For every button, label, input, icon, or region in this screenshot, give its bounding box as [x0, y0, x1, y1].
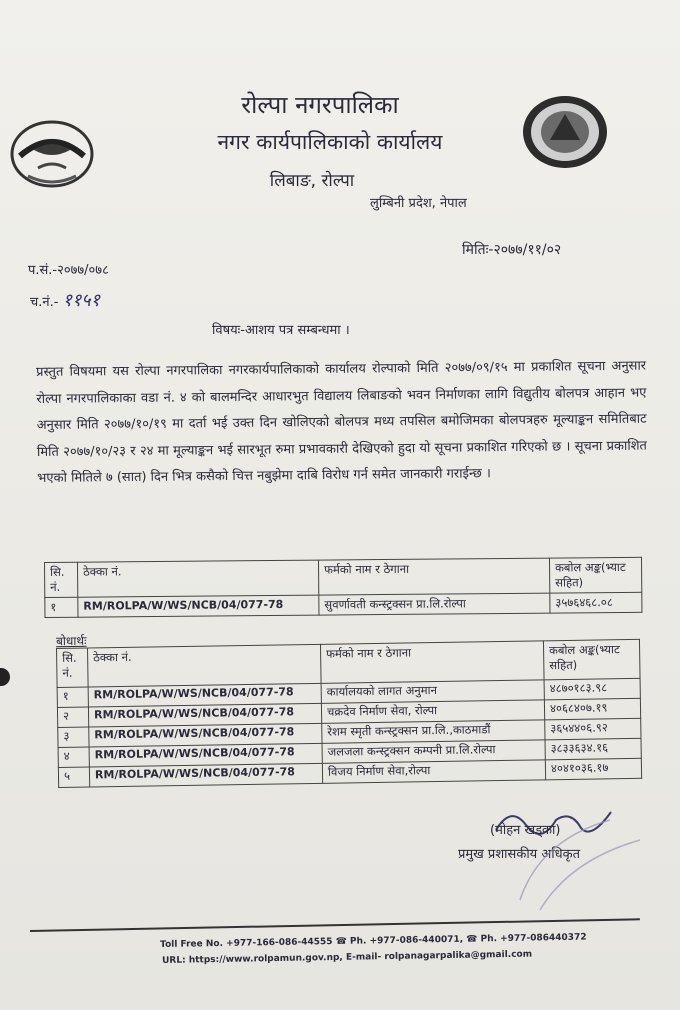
- province-name: लुम्बिनी प्रदेश, नेपाल: [370, 196, 467, 211]
- office-location: लिबाङ, रोल्पा: [269, 171, 355, 191]
- amount-cell: ४०४१०३६.१७: [545, 758, 641, 780]
- bid-evaluation-table: [56, 639, 642, 788]
- firm-cell: कार्यालयको लागत अनुमान: [321, 680, 544, 704]
- letter-ps-number: प.सं.-२०७७/०७८: [28, 263, 109, 278]
- serial-cell: १: [57, 687, 88, 707]
- firm-cell: विजय निर्माण सेवा,रोल्पा: [322, 760, 545, 784]
- letter-date: मितिः-२०७७/११/०२: [462, 242, 562, 258]
- contract-cell: RM/ROLPA/W/WS/NCB/04/077-78: [89, 723, 322, 747]
- firm-cell: जलजला कन्स्ट्रक्सन कम्पनी प्रा.लि.रोल्पा: [322, 740, 545, 764]
- table-header-row: [45, 557, 642, 597]
- firm-cell: सुवर्णावती कन्स्ट्रक्सन प्रा.लि.रोल्पा: [319, 593, 550, 615]
- column-header: सि. नं.: [57, 648, 89, 687]
- column-header: कबोल अङ्क(भ्याट सहित): [543, 639, 640, 680]
- letter-body: प्रस्तुत विषयमा यस रोल्पा नगरपालिका नगरकार्यपालिकाको कार्यालय रोल्पाको मिति २०७७/०९/१५ मा प्रकाशित सूचना अनुसार रोल्पा नगरपालिकाका वडा नं. ४ को बालमन्दिर आधारभुत विद्यालय लिबाङको भवन निर्माणका लागि विद्युतीय बोलपत्र आहान भए अनुसार मिति २०७७/१०/१९ मा दर्ता भई उक्त दिन खोलिएको बोलपत्र मध्य तपसिल बमोजिमका बोलपत्रहरु मूल्याङ्कन समितिबाट मिति २०७७/१०/२३ र २४ मा मूल्याङ्कन भई सारभूत रुमा प्रभावकारी देखिएको हुदा यो सूचना प्रकाशित गरिएको छ । सूचना प्रकाशित भएको मितिले ७ (सात) दिन भित्र कसैको चित्त नबुझेमा दाबि विरोध गर्न समेत जानकारी गराईन्छ ।: [36, 358, 648, 486]
- contract-cell: RM/ROLPA/W/WS/NCB/04/077-78: [89, 743, 322, 767]
- amount-cell: ३६५४४०६.९२: [545, 718, 641, 740]
- cn-label: च.नं.-: [30, 295, 59, 310]
- office-title: नगर कार्यपालिकाको कार्यालय: [217, 130, 443, 154]
- serial-cell: २: [57, 707, 88, 727]
- serial-cell: ३: [58, 727, 89, 747]
- punch-hole: [0, 668, 10, 686]
- contract-cell: RM/ROLPA/W/WS/NCB/04/077-78: [88, 683, 321, 707]
- serial-cell: ४: [58, 747, 89, 767]
- firm-cell: रेशम स्मृती कन्स्ट्रक्सन प्रा.लि.,काठमाडौं: [322, 720, 545, 744]
- table-row: [45, 592, 642, 617]
- letter-subject: विषयः-आशय पत्र सम्बन्धमा ।: [212, 323, 350, 338]
- amount-cell: ४०६८४०७.१९: [544, 698, 640, 720]
- serial-cell: १: [45, 597, 78, 617]
- official-stamp-icon: [500, 800, 650, 920]
- signer-title: प्रमुख प्रशासकीय अधिकृत: [458, 847, 581, 862]
- serial-cell: ५: [58, 767, 89, 787]
- column-header: ठेक्का नं.: [78, 560, 319, 597]
- reference-label: बोधार्थः: [55, 633, 87, 649]
- amount-cell: ३८३३६३४.१६: [545, 738, 641, 760]
- column-header: फर्मको नाम र ठेगाना: [318, 558, 549, 595]
- amount-cell: ४८७०१८३.९८: [544, 678, 640, 700]
- selected-bid-table: [44, 557, 642, 618]
- column-header: फर्मको नाम र ठेगाना: [320, 641, 544, 683]
- signer-name: (मोहन खड्का): [490, 823, 561, 838]
- letter-cn-number: [30, 288, 100, 312]
- contract-cell: RM/ROLPA/W/WS/NCB/04/077-78: [78, 595, 319, 617]
- column-header: कबोल अङ्क(भ्याट सहित): [549, 557, 641, 593]
- footer-web: URL: https://www.rolpamun.gov.np, E-mail- rolpanagarpalika@gmail.com: [162, 949, 533, 966]
- cn-value: ११५१: [62, 290, 101, 311]
- firm-cell: चक्रदेव निर्माण सेवा, रोल्पा: [321, 700, 544, 724]
- municipality-title: रोल्पा नगरपालिका: [241, 91, 399, 119]
- footer-divider: [30, 918, 640, 932]
- contract-cell: RM/ROLPA/W/WS/NCB/04/077-78: [89, 763, 322, 787]
- column-header: ठेक्का नं.: [88, 644, 322, 687]
- contract-cell: RM/ROLPA/W/WS/NCB/04/077-78: [88, 703, 321, 727]
- column-header: सि. नं.: [45, 562, 78, 597]
- amount-cell: ३५७६४६८.०८: [550, 592, 642, 613]
- footer-contact: Toll Free No. +977-166-086-44555 ☎ Ph. +977-086-440071, ☎ Ph. +977-086440372: [160, 932, 587, 950]
